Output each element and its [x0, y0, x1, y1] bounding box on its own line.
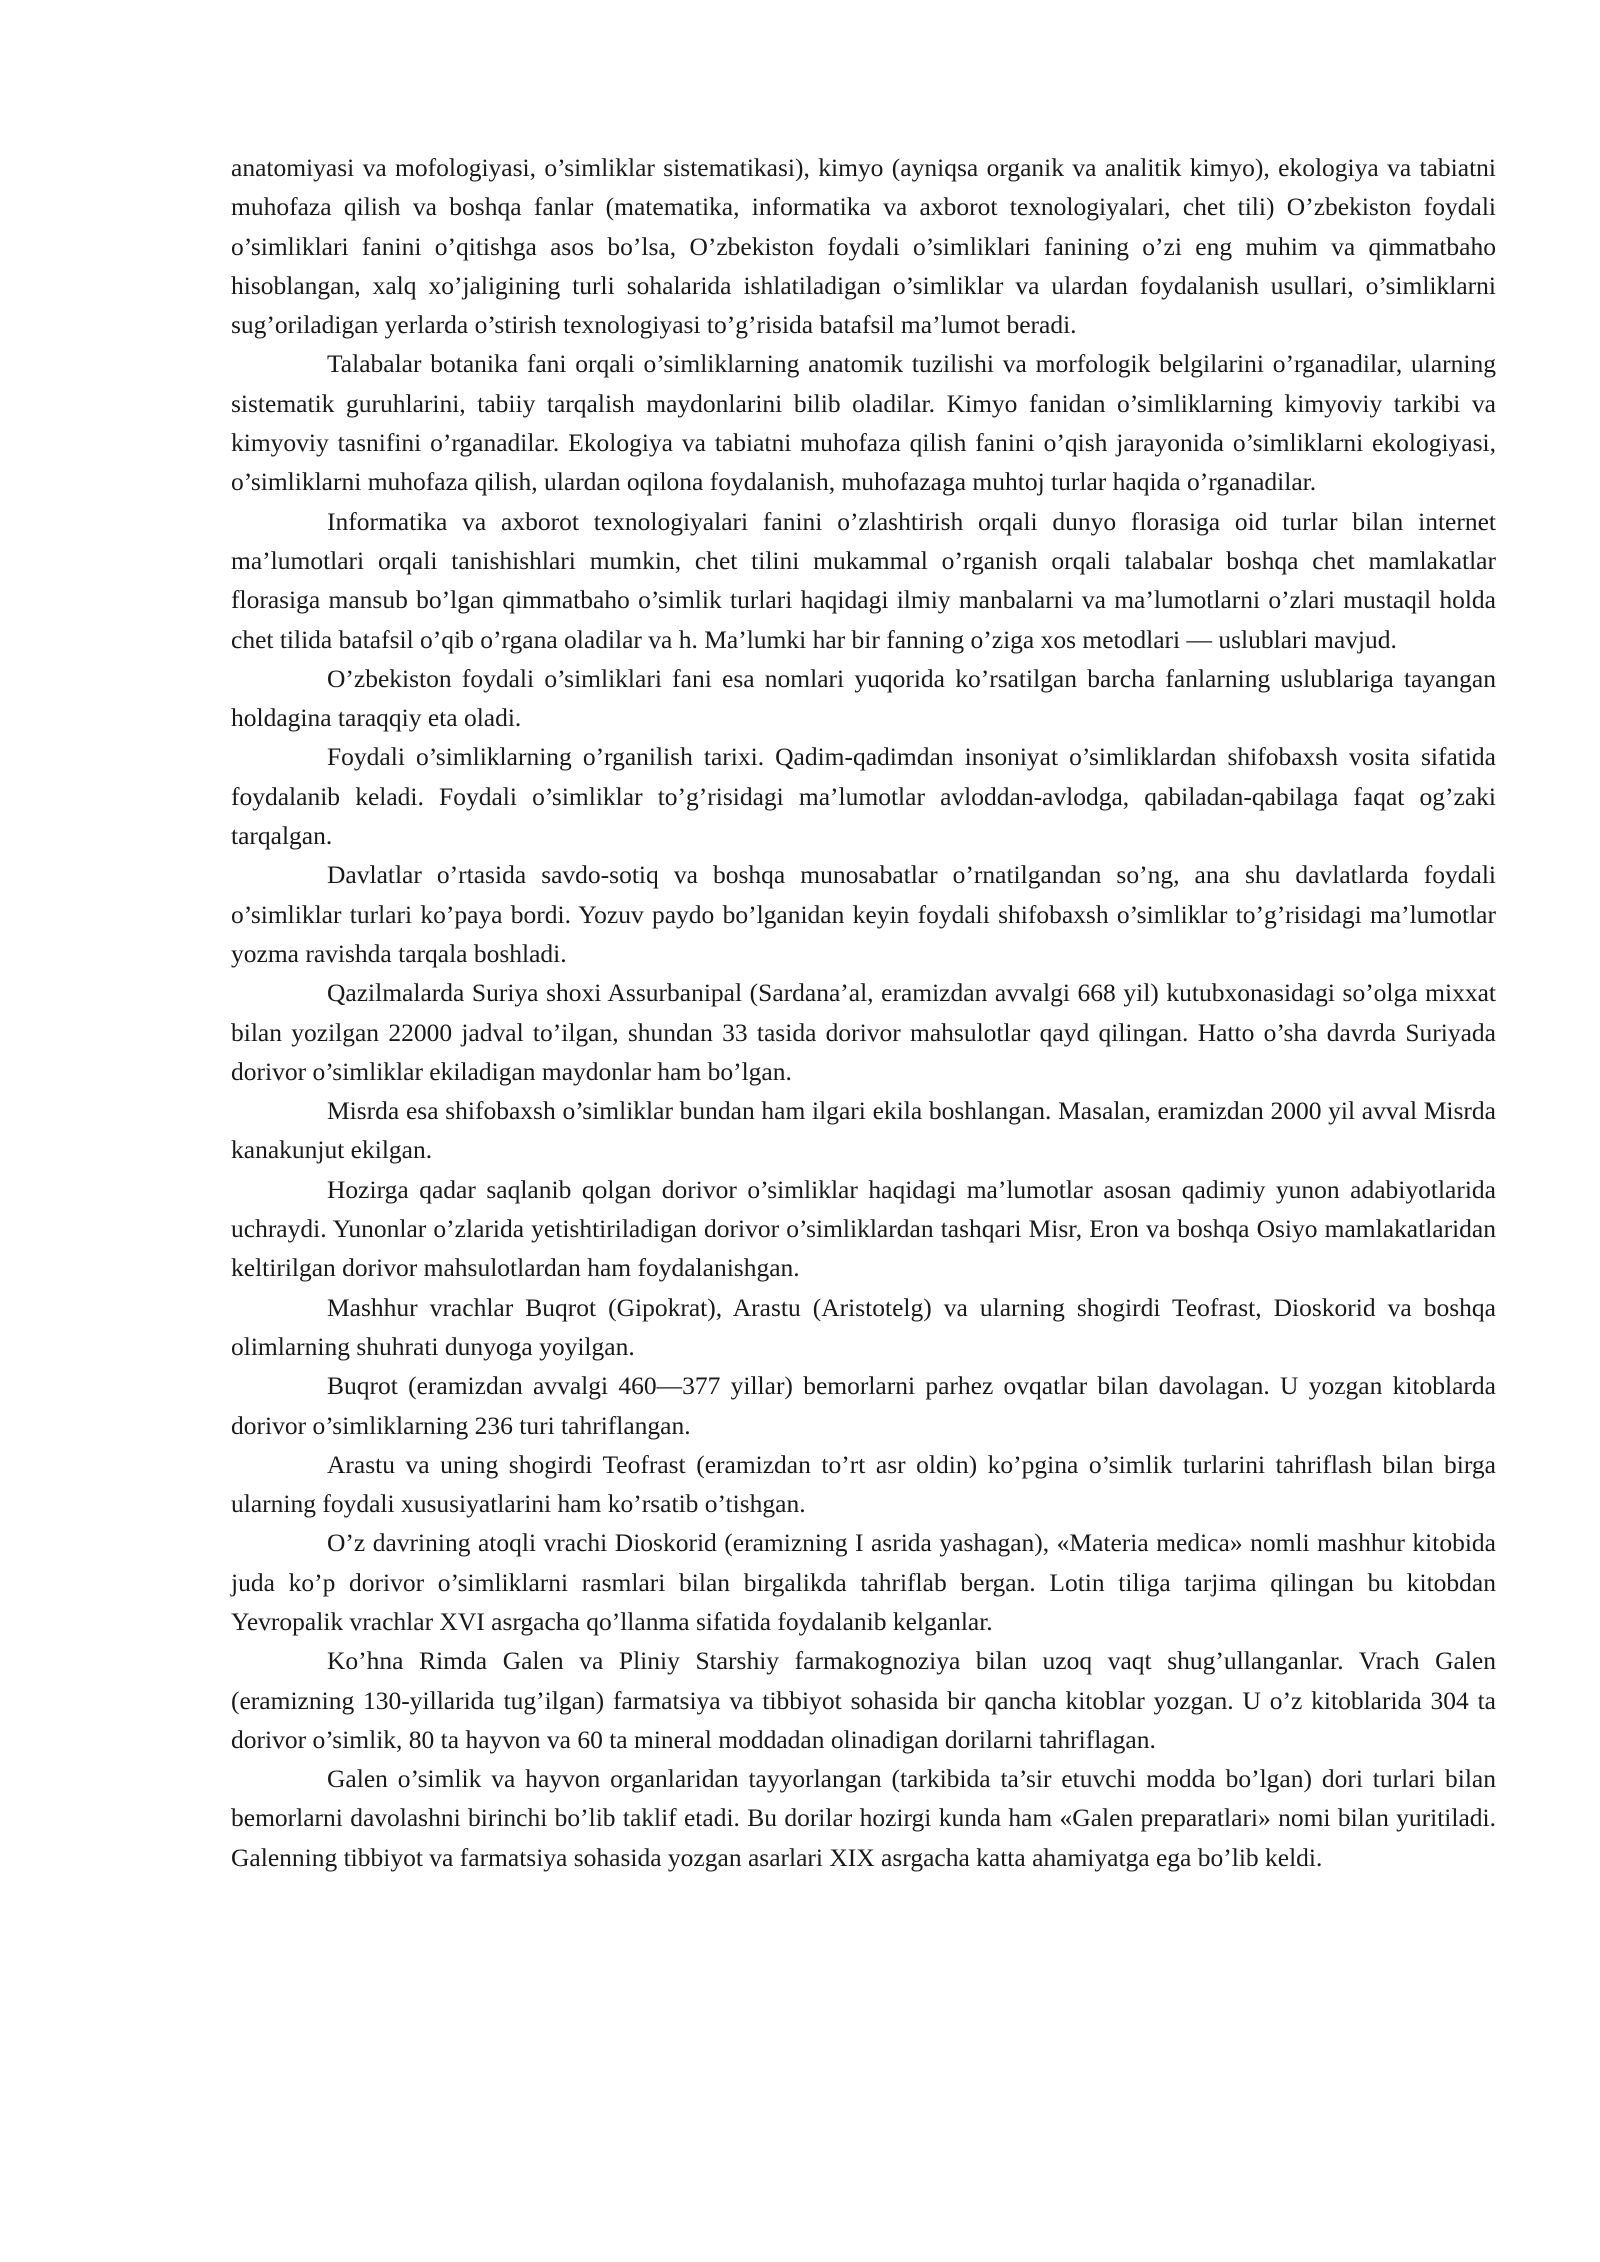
paragraph-rome-galen: Ko’hna Rimda Galen va Pliniy Starshiy farmakognoziya bilan uzoq vaqt shug’ullanganlar. Vrach Galen (eramizning 130-yillarida tug’ilgan) farmatsiya va tibbiyot sohasida bir qancha kitoblar yozgan. U o’z kitoblarida 304 ta dorivor o’simlik, 80 ta hayvon va 60 ta mineral moddadan olinadigan dorilarni tahriflagan.: [231, 1646, 1496, 1754]
paragraph-galen-preparations: Galen o’simlik va hayvon organlaridan tayyorlangan (tarkibida ta’sir etuvchi modda bo’lgan) dori turlari bilan bemorlarni davolashni birinchi bo’lib taklif etadi. Bu dorilar hozirgi kunda ham «Galen preparatlari» nomi bilan yuritiladi. Galenning tibbiyot va farmatsiya sohasida yozgan asarlari XIX asrgacha katta ahamiyatga ega bo’lib keldi.: [231, 1764, 1496, 1872]
paragraph-egypt: Misrda esa shifobaxsh o’simliklar bundan ham ilgari ekila boshlangan. Masalan, eramizdan 2000 yil avval Misrda kanakunjut ekilgan.: [231, 1096, 1496, 1165]
paragraph-methods: O’zbekiston foydali o’simliklari fani esa nomlari yuqorida ko’rsatilgan barcha fanlarning uslublariga tayangan holdagina taraqqiy eta oladi.: [231, 663, 1496, 733]
paragraph-botany-study: Talabalar botanika fani orqali o’simliklarning anatomik tuzilishi va morfologik belgilarini o’rganadilar, ularning sistematik guruhlarini, tabiiy tarqalish maydonlarini bilib oladilar. Kimyo fanidan o’simliklarning kimyoviy tarkibi va kimyoviy tasnifini o’rganadilar. Ekologiya va tabiatni muhofaza qilish fanini o’qish jarayonida o’simliklarni ekologiyasi, o’simliklarni muhofaza qilish, ulardan oqilona foydalanish, muhofazaga muhtoj turlar haqida o’rganadilar.: [231, 349, 1496, 497]
paragraph-informatics: Informatika va axborot texnologiyalari fanini o’zlashtirish orqali dunyo florasiga oid turlar bilan internet ma’lumotlari orqali tanishishlari mumkin, chet tilini mukammal o’rganish orqali talabalar boshqa chet mamlakatlar florasiga mansub bo’lgan qimmatbaho o’simlik turlari haqidagi ilmiy manbalarni va ma’lumotlarni o’zlari mustaqil holda chet tilida batafsil o’qib o’rgana oladilar va h. Ma’lumki har bir fanning o’ziga xos metodlari — uslublari mavjud.: [231, 506, 1496, 654]
paragraph-hippocrates: Buqrot (eramizdan avvalgi 460—377 yillar) bemorlarni parhez ovqatlar bilan davolagan. U yozgan kitoblarda dorivor o’simliklarning 236 turi tahriflangan.: [231, 1371, 1496, 1440]
paragraph-greek-literature: Hozirga qadar saqlanib qolgan dorivor o’simliklar haqidagi ma’lumotlar asosan qadimiy yunon adabiyotlarida uchraydi. Yunonlar o’zlarida yetishtiriladigan dorivor o’simliklardan tashqari Misr, Eron va boshqa Osiyo mamlakatlaridan keltirilgan dorivor mahsulotlardan ham foydalanishgan.: [231, 1174, 1496, 1283]
paragraph-history-intro: Foydali o’simliklarning o’rganilish tarixi. Qadim-qadimdan insoniyat o’simliklardan shifobaxsh vosita sifatida foydalanib keladi. Foydali o’simliklar to’g’risidagi ma’lumotlar avloddan-avlodga, qabiladan-qabilaga faqat og’zaki tarqalgan.: [231, 742, 1496, 851]
paragraph-continued: anatomiyasi va mofologiyasi, o’simliklar sistematikasi), kimyo (ayniqsa organik va analitik kimyo), ekologiya va tabiatni muhofaza qilish va boshqa fanlar (matematika, informatika va axborot texnologiyalari, chet tili) O’zbekiston foydali o’simliklari fanini o’qitishga asos bo’lsa, O’zbekiston foydali o’simliklari fanining o’zi eng muhim va qimmatbaho hisoblangan, xalq xo’jaligining turli sohalarida ishlatiladigan o’simliklar va ulardan foydalanish usullari, o’simliklarni sug’oriladigan yerlarda o’stirish texnologiyasi to’g’risida batafsil ma’lumot beradi.: [231, 153, 1496, 340]
paragraph-assurbanipal: Qazilmalarda Suriya shoxi Assurbanipal (Sardana’al, eramizdan avvalgi 668 yil) kutubxonasidagi so’olga mixxat bilan yozilgan 22000 jadval to’ilgan, shundan 33 tasida dorivor mahsulotlar qayd qilingan. Hatto o’sha davrda Suriyada dorivor o’simliklar ekiladigan maydonlar ham bo’lgan.: [231, 978, 1496, 1086]
paragraph-dioscorides: O’z davrining atoqli vrachi Dioskorid (eramizning I asrida yashagan), «Materia medica» nomli mashhur kitobida juda ko’p dorivor o’simliklarni rasmlari bilan birgalikda tahriflab bergan. Lotin tiliga tarjima qilingan bu kitobdan Yevropalik vrachlar XVI asrgacha qo’llanma sifatida foydalanib kelganlar.: [231, 1528, 1496, 1636]
paragraph-aristotle: Arastu va uning shogirdi Teofrast (eramizdan to’rt asr oldin) ko’pgina o’simlik turlarini tahriflash bilan birga ularning foydali xususiyatlarini ham ko’rsatib o’tishgan.: [231, 1449, 1496, 1519]
paragraph-famous-physicians: Mashhur vrachlar Buqrot (Gipokrat), Arastu (Aristotelg) va ularning shogirdi Teofrast, Dioskorid va boshqa olimlarning shuhrati dunyoga yoyilgan.: [231, 1292, 1496, 1361]
document-page: [231, 148, 1496, 1877]
paragraph-trade: Davlatlar o’rtasida savdo-sotiq va boshqa munosabatlar o’rnatilgandan so’ng, ana shu davlatlarda foydali o’simliklar turlari ko’paya bordi. Yozuv paydo bo’lganidan keyin foydali shifobaxsh o’simliklar to’g’risidagi ma’lumotlar yozma ravishda tarqala boshladi.: [231, 860, 1496, 968]
